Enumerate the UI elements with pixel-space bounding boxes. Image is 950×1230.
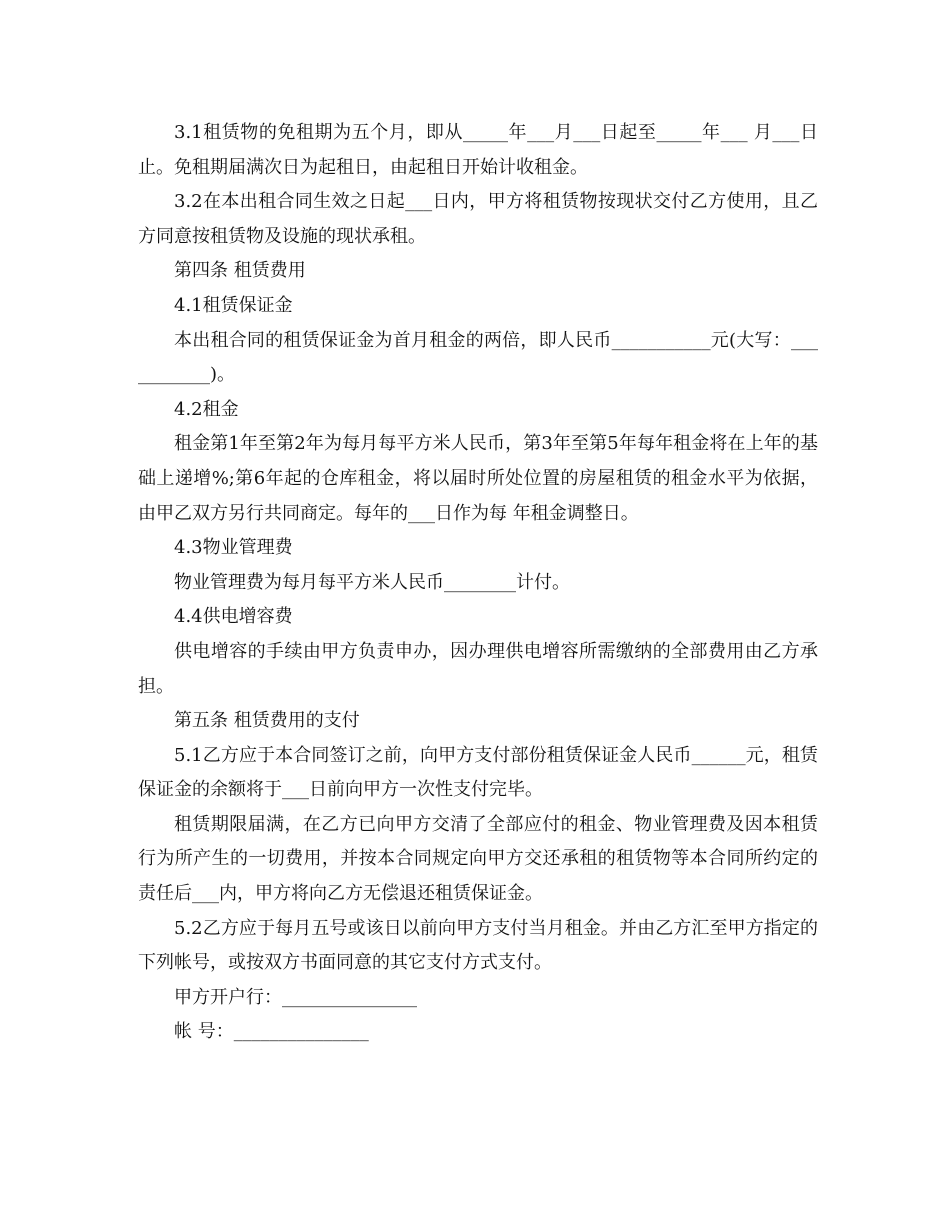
clause-4-1-heading: 4.1租赁保证金 xyxy=(174,294,293,316)
clause-3-2: 3.2在本出租合同生效之日起___日内，甲方将租赁物按现状交付乙方使用，且乙方同意按租赁物及设施的现状承租。 xyxy=(138,191,818,247)
clause-4-2-body: 租金第1年至第2年为每月每平方米人民币，第3年至第5年每年租金将在上年的基础上递增%;第6年起的仓库租金，将以届时所处位置的房屋租赁的租金水平为依据，由甲乙双方另行共同商定。每年的___日作为每 年租金调整日。 xyxy=(138,433,818,524)
clause-4-1-body: 本出租合同的租赁保证金为首月租金的两倍，即人民币___________元(大写：___________)。 xyxy=(138,329,818,386)
bank-name-line: 甲方开户行：_______________ xyxy=(174,986,417,1008)
clause-4-3-heading: 4.3物业管理费 xyxy=(174,537,293,559)
deposit-refund-paragraph: 租赁期限届满，在乙方已向甲方交清了全部应付的租金、物业管理费及因本租赁行为所产生的一切费用，并按本合同规定向甲方交还承租的租赁物等本合同所约定的责任后___内，甲方将向乙方无偿退还租赁保证金。 xyxy=(138,813,818,905)
clause-4-4-heading: 4.4供电增容费 xyxy=(174,606,293,628)
clause-4-4-body: 供电增容的手续由甲方负责申办，因办理供电增容所需缴纳的全部费用由乙方承担。 xyxy=(138,640,818,697)
clause-4-3-body: 物业管理费为每月每平方米人民币________计付。 xyxy=(174,571,570,593)
clause-4-2-heading: 4.2租金 xyxy=(174,398,239,420)
document-body xyxy=(138,116,818,1050)
clause-5-2: 5.2乙方应于每月五号或该日以前向甲方支付当月租金。并由乙方汇至甲方指定的下列帐号，或按双方书面同意的其它支付方式支付。 xyxy=(138,917,818,974)
clause-3-1: 3.1租赁物的免租期为五个月，即从_____年___月___日起至_____年___ 月___日止。免租期届满次日为起租日，由起租日开始计收租金。 xyxy=(138,122,818,178)
clause-5-1: 5.1乙方应于本合同签订之前，向甲方支付部份租赁保证金人民币______元，租赁保证金的余额将于___日前向甲方一次性支付完毕。 xyxy=(138,744,818,801)
account-number-line: 帐 号：_______________ xyxy=(174,1021,369,1043)
article-5-heading: 第五条 租赁费用的支付 xyxy=(174,710,360,732)
article-4-heading: 第四条 租赁费用 xyxy=(174,260,306,282)
